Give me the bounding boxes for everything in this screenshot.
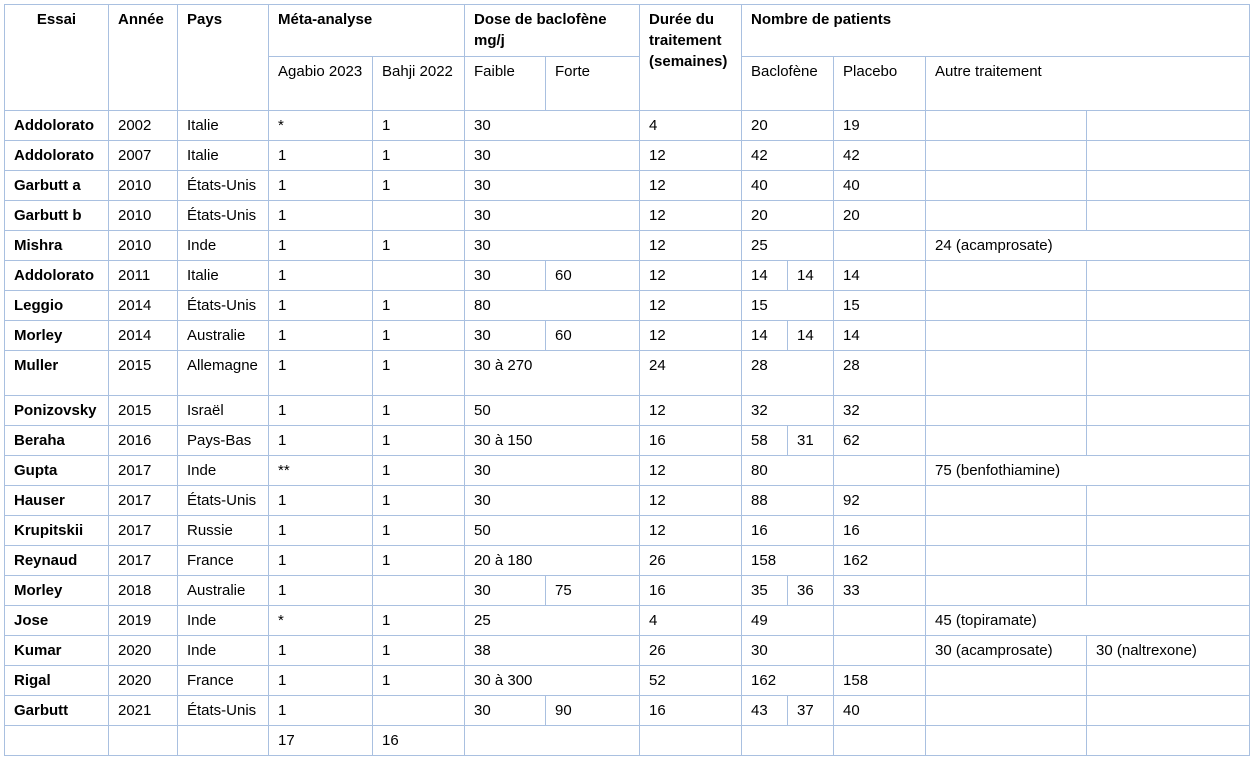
cell-essai (5, 726, 109, 756)
cell-autre-traitement-2 (1087, 141, 1250, 171)
cell-placebo (834, 231, 926, 261)
cell-bahji: 1 (373, 666, 465, 696)
cell-bahji: 1 (373, 546, 465, 576)
cell-annee: 2017 (109, 486, 178, 516)
cell-annee: 2019 (109, 606, 178, 636)
cell-autre-traitement (926, 351, 1087, 396)
cell-dose-faible: 38 (465, 636, 640, 666)
table-row (5, 111, 1250, 141)
table-row (5, 171, 1250, 201)
table-row (5, 666, 1250, 696)
cell-autre-traitement-2 (1087, 726, 1250, 756)
cell-autre-traitement-2 (1087, 426, 1250, 456)
cell-dose-faible: 30 (465, 576, 546, 606)
cell-baclofene: 14 (742, 261, 788, 291)
cell-autre-traitement-2 (1087, 516, 1250, 546)
cell-agabio: 1 (269, 201, 373, 231)
cell-dose-faible: 30 (465, 486, 640, 516)
cell-pays (178, 726, 269, 756)
cell-dose-faible: 30 à 270 (465, 351, 640, 396)
header-meta-analyse: Méta-analyse (269, 5, 465, 57)
cell-baclofene: 15 (742, 291, 834, 321)
cell-duree: 4 (640, 606, 742, 636)
cell-baclofene: 162 (742, 666, 834, 696)
cell-dose-faible: 80 (465, 291, 640, 321)
header-row-1 (5, 5, 1250, 57)
cell-autre-traitement-2 (1087, 111, 1250, 141)
cell-baclofene: 25 (742, 231, 834, 261)
cell-agabio: 17 (269, 726, 373, 756)
cell-essai: Kumar (5, 636, 109, 666)
cell-annee (109, 726, 178, 756)
cell-duree: 26 (640, 546, 742, 576)
cell-dose-faible: 25 (465, 606, 640, 636)
cell-duree: 12 (640, 321, 742, 351)
cell-duree: 12 (640, 201, 742, 231)
cell-placebo (834, 636, 926, 666)
cell-autre-traitement: 30 (acamprosate) (926, 636, 1087, 666)
cell-agabio: 1 (269, 261, 373, 291)
cell-agabio: 1 (269, 321, 373, 351)
cell-placebo: 33 (834, 576, 926, 606)
cell-placebo: 32 (834, 396, 926, 426)
cell-pays: États-Unis (178, 696, 269, 726)
cell-pays: France (178, 546, 269, 576)
cell-agabio: 1 (269, 426, 373, 456)
cell-dose-faible: 30 (465, 171, 640, 201)
cell-autre-traitement (926, 171, 1087, 201)
cell-baclofene: 158 (742, 546, 834, 576)
cell-dose-faible: 50 (465, 516, 640, 546)
cell-annee: 2010 (109, 201, 178, 231)
header-agabio: Agabio 2023 (269, 57, 373, 111)
cell-baclofene: 16 (742, 516, 834, 546)
cell-bahji: 1 (373, 291, 465, 321)
cell-autre-traitement (926, 291, 1087, 321)
cell-autre-traitement (926, 141, 1087, 171)
cell-autre-traitement-2 (1087, 696, 1250, 726)
cell-agabio: 1 (269, 636, 373, 666)
header-forte: Forte (546, 57, 640, 111)
header-pays: Pays (178, 5, 269, 111)
cell-dose-faible: 30 à 150 (465, 426, 640, 456)
cell-baclofene: 20 (742, 111, 834, 141)
cell-baclofene-2: 31 (788, 426, 834, 456)
cell-annee: 2020 (109, 636, 178, 666)
cell-bahji (373, 261, 465, 291)
cell-pays: Italie (178, 141, 269, 171)
cell-autre-traitement (926, 576, 1087, 606)
cell-autre-traitement-2 (1087, 351, 1250, 396)
cell-agabio: * (269, 606, 373, 636)
cell-pays: Allemagne (178, 351, 269, 396)
cell-autre-traitement (926, 696, 1087, 726)
cell-agabio: 1 (269, 486, 373, 516)
cell-dose-forte: 75 (546, 576, 640, 606)
table-row (5, 141, 1250, 171)
cell-essai: Leggio (5, 291, 109, 321)
cell-placebo: 14 (834, 261, 926, 291)
cell-placebo: 42 (834, 141, 926, 171)
cell-essai: Reynaud (5, 546, 109, 576)
cell-agabio: 1 (269, 696, 373, 726)
cell-essai: Hauser (5, 486, 109, 516)
cell-autre-traitement (926, 666, 1087, 696)
cell-placebo: 20 (834, 201, 926, 231)
cell-placebo: 40 (834, 171, 926, 201)
cell-placebo: 158 (834, 666, 926, 696)
cell-pays: France (178, 666, 269, 696)
cell-autre-traitement-2 (1087, 261, 1250, 291)
cell-annee: 2021 (109, 696, 178, 726)
cell-bahji: 1 (373, 396, 465, 426)
table-row (5, 231, 1250, 261)
cell-essai: Beraha (5, 426, 109, 456)
cell-pays: Inde (178, 231, 269, 261)
cell-annee: 2011 (109, 261, 178, 291)
cell-pays: États-Unis (178, 201, 269, 231)
cell-duree: 12 (640, 141, 742, 171)
cell-duree: 12 (640, 516, 742, 546)
cell-annee: 2014 (109, 321, 178, 351)
table-row (5, 456, 1250, 486)
cell-baclofene-2: 37 (788, 696, 834, 726)
header-duree: Durée du traitement (semaines) (640, 5, 742, 111)
cell-autre-traitement-2 (1087, 291, 1250, 321)
cell-pays: États-Unis (178, 486, 269, 516)
cell-essai: Muller (5, 351, 109, 396)
cell-annee: 2015 (109, 351, 178, 396)
cell-dose-faible: 30 (465, 321, 546, 351)
cell-annee: 2002 (109, 111, 178, 141)
cell-bahji: 1 (373, 141, 465, 171)
cell-placebo (834, 606, 926, 636)
cell-bahji: 16 (373, 726, 465, 756)
cell-placebo (834, 726, 926, 756)
cell-agabio: 1 (269, 141, 373, 171)
cell-duree: 12 (640, 486, 742, 516)
cell-agabio: * (269, 111, 373, 141)
cell-essai: Garbutt b (5, 201, 109, 231)
cell-placebo: 28 (834, 351, 926, 396)
table-row (5, 546, 1250, 576)
cell-pays: Inde (178, 606, 269, 636)
cell-baclofene: 49 (742, 606, 834, 636)
cell-baclofene (742, 726, 834, 756)
cell-essai: Mishra (5, 231, 109, 261)
cell-essai: Krupitskii (5, 516, 109, 546)
cell-pays: Russie (178, 516, 269, 546)
cell-placebo: 14 (834, 321, 926, 351)
cell-duree: 16 (640, 576, 742, 606)
cell-duree: 12 (640, 291, 742, 321)
cell-autre-traitement (926, 486, 1087, 516)
cell-bahji (373, 576, 465, 606)
cell-autre-traitement (926, 201, 1087, 231)
cell-pays: Australie (178, 576, 269, 606)
table-row (5, 261, 1250, 291)
cell-agabio: 1 (269, 351, 373, 396)
cell-dose-faible: 30 (465, 456, 640, 486)
cell-duree: 26 (640, 636, 742, 666)
cell-agabio: 1 (269, 291, 373, 321)
cell-baclofene: 42 (742, 141, 834, 171)
header-patients: Nombre de patients (742, 5, 1250, 57)
cell-baclofene: 35 (742, 576, 788, 606)
cell-agabio: 1 (269, 516, 373, 546)
cell-bahji: 1 (373, 456, 465, 486)
table-row (5, 201, 1250, 231)
header-annee: Année (109, 5, 178, 111)
cell-essai: Gupta (5, 456, 109, 486)
cell-duree: 16 (640, 696, 742, 726)
cell-pays: Australie (178, 321, 269, 351)
cell-dose-faible: 30 (465, 261, 546, 291)
cell-baclofene: 58 (742, 426, 788, 456)
header-faible: Faible (465, 57, 546, 111)
cell-bahji (373, 696, 465, 726)
cell-autre-traitement (926, 111, 1087, 141)
cell-essai: Morley (5, 576, 109, 606)
cell-autre-traitement (926, 396, 1087, 426)
cell-pays: Inde (178, 636, 269, 666)
cell-annee: 2020 (109, 666, 178, 696)
cell-placebo (834, 456, 926, 486)
cell-agabio: 1 (269, 666, 373, 696)
cell-autre-traitement-2 (1087, 546, 1250, 576)
cell-annee: 2018 (109, 576, 178, 606)
cell-autre-traitement (926, 426, 1087, 456)
cell-bahji: 1 (373, 231, 465, 261)
cell-agabio: 1 (269, 231, 373, 261)
cell-bahji (373, 201, 465, 231)
cell-essai: Addolorato (5, 141, 109, 171)
cell-dose-faible: 30 (465, 141, 640, 171)
cell-bahji: 1 (373, 426, 465, 456)
cell-dose-faible: 30 (465, 201, 640, 231)
cell-agabio: ** (269, 456, 373, 486)
header-dose: Dose de baclofène mg/j (465, 5, 640, 57)
cell-autre-traitement-2 (1087, 486, 1250, 516)
cell-pays: Pays-Bas (178, 426, 269, 456)
table-row (5, 606, 1250, 636)
cell-bahji: 1 (373, 111, 465, 141)
header-baclofene: Baclofène (742, 57, 834, 111)
cell-autre-traitement: 45 (topiramate) (926, 606, 1250, 636)
cell-autre-traitement (926, 261, 1087, 291)
cell-autre-traitement-2 (1087, 201, 1250, 231)
cell-autre-traitement-2 (1087, 576, 1250, 606)
cell-dose-faible: 30 (465, 111, 640, 141)
cell-baclofene: 88 (742, 486, 834, 516)
cell-essai: Addolorato (5, 111, 109, 141)
cell-baclofene-2: 14 (788, 261, 834, 291)
cell-autre-traitement (926, 546, 1087, 576)
cell-essai: Addolorato (5, 261, 109, 291)
cell-bahji: 1 (373, 516, 465, 546)
cell-bahji: 1 (373, 486, 465, 516)
header-essai: Essai (5, 5, 109, 111)
table-row (5, 726, 1250, 756)
cell-annee: 2015 (109, 396, 178, 426)
cell-essai: Rigal (5, 666, 109, 696)
cell-dose-faible: 30 (465, 231, 640, 261)
table-row (5, 486, 1250, 516)
table-row (5, 516, 1250, 546)
cell-pays: Italie (178, 261, 269, 291)
cell-agabio: 1 (269, 171, 373, 201)
cell-placebo: 162 (834, 546, 926, 576)
cell-duree: 24 (640, 351, 742, 396)
cell-pays: Inde (178, 456, 269, 486)
cell-essai: Jose (5, 606, 109, 636)
header-autre-traitement: Autre traitement (926, 57, 1250, 111)
cell-agabio: 1 (269, 576, 373, 606)
cell-pays: États-Unis (178, 171, 269, 201)
cell-autre-traitement (926, 726, 1087, 756)
cell-dose-forte: 60 (546, 321, 640, 351)
cell-duree: 4 (640, 111, 742, 141)
cell-bahji: 1 (373, 171, 465, 201)
cell-placebo: 62 (834, 426, 926, 456)
cell-annee: 2010 (109, 171, 178, 201)
cell-annee: 2017 (109, 546, 178, 576)
cell-baclofene: 40 (742, 171, 834, 201)
cell-duree: 12 (640, 456, 742, 486)
cell-duree: 12 (640, 396, 742, 426)
table-row (5, 576, 1250, 606)
cell-annee: 2007 (109, 141, 178, 171)
cell-essai: Garbutt (5, 696, 109, 726)
cell-dose-faible (465, 726, 640, 756)
cell-baclofene-2: 14 (788, 321, 834, 351)
cell-placebo: 16 (834, 516, 926, 546)
cell-autre-traitement-2: 30 (naltrexone) (1087, 636, 1250, 666)
cell-bahji: 1 (373, 636, 465, 666)
cell-autre-traitement (926, 516, 1087, 546)
cell-duree: 52 (640, 666, 742, 696)
cell-placebo: 15 (834, 291, 926, 321)
cell-autre-traitement-2 (1087, 171, 1250, 201)
cell-agabio: 1 (269, 546, 373, 576)
cell-essai: Garbutt a (5, 171, 109, 201)
cell-autre-traitement: 75 (benfothiamine) (926, 456, 1250, 486)
cell-baclofene-2: 36 (788, 576, 834, 606)
cell-dose-faible: 30 à 300 (465, 666, 640, 696)
cell-autre-traitement: 24 (acamprosate) (926, 231, 1250, 261)
cell-placebo: 92 (834, 486, 926, 516)
cell-baclofene: 28 (742, 351, 834, 396)
trials-table (4, 4, 1250, 756)
table-body (5, 111, 1250, 756)
cell-duree: 12 (640, 171, 742, 201)
header-bahji: Bahji 2022 (373, 57, 465, 111)
cell-pays: Israël (178, 396, 269, 426)
cell-essai: Ponizovsky (5, 396, 109, 426)
cell-duree: 16 (640, 426, 742, 456)
table-row (5, 396, 1250, 426)
cell-duree (640, 726, 742, 756)
cell-bahji: 1 (373, 606, 465, 636)
cell-dose-forte: 60 (546, 261, 640, 291)
table-row (5, 291, 1250, 321)
cell-duree: 12 (640, 261, 742, 291)
cell-baclofene: 14 (742, 321, 788, 351)
cell-dose-forte: 90 (546, 696, 640, 726)
cell-annee: 2017 (109, 456, 178, 486)
cell-annee: 2016 (109, 426, 178, 456)
cell-autre-traitement (926, 321, 1087, 351)
cell-baclofene: 80 (742, 456, 834, 486)
cell-dose-faible: 50 (465, 396, 640, 426)
cell-bahji: 1 (373, 321, 465, 351)
table-row (5, 636, 1250, 666)
cell-dose-faible: 30 (465, 696, 546, 726)
cell-autre-traitement-2 (1087, 666, 1250, 696)
cell-baclofene: 43 (742, 696, 788, 726)
cell-dose-faible: 20 à 180 (465, 546, 640, 576)
cell-baclofene: 30 (742, 636, 834, 666)
cell-pays: États-Unis (178, 291, 269, 321)
cell-autre-traitement-2 (1087, 321, 1250, 351)
cell-pays: Italie (178, 111, 269, 141)
cell-agabio: 1 (269, 396, 373, 426)
cell-essai: Morley (5, 321, 109, 351)
cell-annee: 2014 (109, 291, 178, 321)
cell-baclofene: 32 (742, 396, 834, 426)
header-placebo: Placebo (834, 57, 926, 111)
cell-autre-traitement-2 (1087, 396, 1250, 426)
cell-annee: 2017 (109, 516, 178, 546)
cell-duree: 12 (640, 231, 742, 261)
table-row (5, 321, 1250, 351)
cell-placebo: 19 (834, 111, 926, 141)
cell-bahji: 1 (373, 351, 465, 396)
table-row (5, 351, 1250, 396)
cell-annee: 2010 (109, 231, 178, 261)
table-row (5, 696, 1250, 726)
cell-baclofene: 20 (742, 201, 834, 231)
cell-placebo: 40 (834, 696, 926, 726)
table-row (5, 426, 1250, 456)
